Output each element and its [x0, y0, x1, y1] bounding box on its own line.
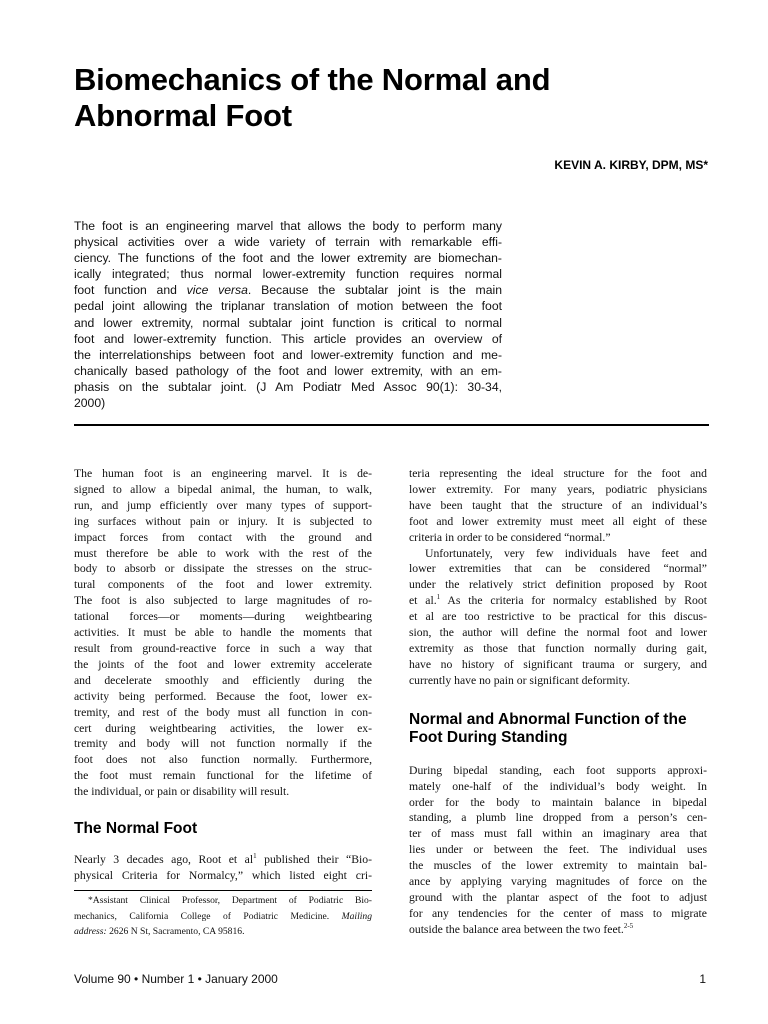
- abstract-text: . Because the subtalar joint is the main: [247, 283, 502, 298]
- body-line: criteria in order to be considered “normal.”: [409, 530, 611, 544]
- footnote-text: mechanics, California College of Podiatric Medicine.: [74, 910, 342, 922]
- body-line: foot and lower extremity must meet all eight of these: [409, 514, 707, 528]
- body-line: [409, 593, 707, 609]
- body-line: standing, a plumb line dropped from a person’s cen-: [409, 811, 707, 825]
- abstract-line: [74, 282, 502, 298]
- body-line: tational forces—or moments—during weightbearing: [74, 610, 372, 624]
- body-line: lies under or between the feet. The individual uses: [409, 843, 707, 857]
- abstract-line: pedal joint allowing the triplanar translation of motion between the foot: [74, 299, 502, 314]
- abstract-text: foot function and: [74, 283, 187, 298]
- left-column: [74, 466, 372, 940]
- body-line: the joints of the foot and lower extremity accelerate: [74, 657, 372, 671]
- footnote-divider: [74, 890, 372, 891]
- article-title: [74, 62, 714, 134]
- body-line: The foot is also subjected to large magnitudes of ro-: [74, 594, 372, 608]
- journal-issue-info: Volume 90 • Number 1 • January 2000: [74, 972, 278, 986]
- body-line: lower extremities that can be considered “normal”: [409, 562, 707, 576]
- body-line: run, and jump efficiently over many types of support-: [74, 498, 372, 512]
- abstract-emphasis: vice versa: [186, 283, 248, 298]
- body-line: ing surfaces without pain or injury. It is subjected to: [74, 514, 372, 528]
- body-line: The human foot is an engineering marvel. It is de-: [74, 467, 372, 480]
- body-line: ground with the plantar aspect of the foot to adjust: [409, 890, 707, 904]
- abstract-line: the interrelationships between foot and lower-extremity function and me-: [74, 347, 502, 362]
- abstract-line: 2000): [74, 396, 106, 411]
- body-line: the foot must remain functional for the lifetime of: [74, 769, 372, 783]
- body-line: currently have no pain or significant deformity.: [409, 673, 630, 687]
- body-line: lower extremity. For many years, podiatric physicians: [409, 482, 707, 496]
- title-line: Abnormal Foot: [74, 98, 292, 133]
- body-line: result from ground-reactive force in such a way that: [74, 641, 372, 655]
- body-line: Unfortunately, very few individuals have feet and: [425, 546, 707, 560]
- author-footnote: [74, 893, 372, 940]
- body-line: activities. It must be able to handle the moments that: [74, 626, 372, 640]
- body-line: the individual, or pain or disability will result.: [74, 785, 290, 799]
- body-line: impact forces from contact with the ground and: [74, 530, 372, 544]
- body-line: tural components of the foot and lower extremity.: [74, 578, 372, 592]
- body-text: As the criteria for normalcy established by Root: [440, 594, 707, 608]
- body-line: under the relatively strict definition proposed by Root: [409, 578, 707, 592]
- heading-line: Foot During Standing: [409, 728, 568, 746]
- right-column: [409, 466, 707, 938]
- body-line: tremity and body will not function normally if the: [74, 737, 372, 751]
- body-line: foot does not also function normally. Furthermore,: [74, 753, 372, 767]
- abstract-line: ciency. The functions of the foot and the lower extremity are biomechan-: [74, 251, 502, 266]
- body-line: body to absorb or dissipate the stresses on the struc-: [74, 562, 372, 576]
- citation-superscript: 1: [436, 593, 441, 602]
- body-line: must therefore be able to work with the rest of the: [74, 546, 372, 560]
- body-line: ter of mass must fall within an imaginary area that: [409, 827, 707, 841]
- body-line: tremity, and rest of the body must all function in con-: [74, 705, 372, 719]
- body-text: Nearly 3 decades ago, Root et al: [74, 853, 254, 867]
- body-line: [74, 852, 372, 868]
- section-divider: [74, 424, 709, 426]
- abstract-line: physical activities over a wide variety of terrain with remarkable effi-: [74, 235, 502, 250]
- footnote-text: 2626 N St, Sacramento, CA 95816.: [106, 926, 245, 938]
- body-line: sion, the author will define the normal foot and lower: [409, 626, 707, 640]
- body-line: extremity as those that function normally during gait,: [409, 641, 707, 655]
- body-line: et al are too restrictive to be practical for this discus-: [409, 610, 707, 624]
- body-line: the muscles of the lower extremity to maintain bal-: [409, 859, 707, 873]
- body-line: physical Criteria for Normalcy,” which listed eight cri-: [74, 868, 372, 882]
- abstract-line: The foot is an engineering marvel that allows the body to perform many: [74, 219, 502, 233]
- body-text: published their “Bio-: [256, 853, 372, 867]
- body-line: ance by applying varying magnitudes of force on the: [409, 875, 707, 889]
- footnote-emphasis: Mailing: [341, 910, 372, 922]
- body-line: order for the body to maintain balance in bipedal: [409, 795, 707, 809]
- body-line: activity being performed. Because the foot, lower ex-: [74, 689, 372, 703]
- footnote-line: [74, 924, 372, 940]
- citation-superscript: 2-5: [623, 921, 634, 930]
- heading-line: Normal and Abnormal Function of the: [409, 710, 687, 728]
- page-number: 1: [699, 972, 706, 986]
- abstract-line: and lower extremity, normal subtalar joint function is critical to normal: [74, 315, 502, 330]
- body-line: have no history of significant trauma or surgery, and: [409, 657, 707, 671]
- body-line: have been taught that the structure of an individual’s: [409, 498, 707, 512]
- title-line: Biomechanics of the Normal and: [74, 62, 551, 97]
- footnote-line: [74, 909, 372, 925]
- body-line: During bipedal standing, each foot supports approxi-: [409, 763, 707, 777]
- body-line: [409, 922, 707, 938]
- normal-foot-paragraph: [74, 852, 372, 884]
- body-line: cert during weightbearing activities, the lower ex-: [74, 721, 372, 735]
- body-line: mately one-half of the individual’s body weight. In: [409, 779, 707, 793]
- standing-paragraph: [409, 763, 707, 938]
- footnote-emphasis: address:: [74, 926, 107, 938]
- abstract-line: foot and lower-extremity function. This article provides an overview of: [74, 331, 502, 346]
- body-line: teria representing the ideal structure for the foot and: [409, 467, 707, 480]
- citation-superscript: 1: [253, 852, 257, 861]
- normal-definition-paragraph: [409, 546, 707, 689]
- criteria-paragraph: [409, 466, 707, 546]
- section-heading-function-standing: [409, 711, 707, 747]
- footnote-line: *Assistant Clinical Professor, Department of Podiatric Bio-: [88, 894, 372, 906]
- section-heading-normal-foot: The Normal Foot: [74, 820, 198, 838]
- body-line: for any tendencies for the center of mass to migrate: [409, 906, 707, 920]
- body-line: and decelerate smoothly and efficiently during the: [74, 673, 372, 687]
- abstract-line: ically integrated; thus normal lower-extremity function requires normal: [74, 267, 502, 282]
- abstract: [74, 218, 502, 411]
- intro-paragraph: [74, 466, 372, 800]
- body-text: et al.: [409, 594, 437, 608]
- body-text: outside the balance area between the two feet.: [409, 922, 624, 936]
- body-line: signed to allow a bipedal animal, the human, to walk,: [74, 482, 372, 496]
- abstract-line: phasis on the subtalar joint. (J Am Podiatr Med Assoc 90(1): 30-34,: [74, 379, 502, 394]
- author-byline: KEVIN A. KIRBY, DPM, MS*: [554, 158, 708, 172]
- abstract-line: chanically based pathology of the foot and lower extremity, with an em-: [74, 363, 502, 378]
